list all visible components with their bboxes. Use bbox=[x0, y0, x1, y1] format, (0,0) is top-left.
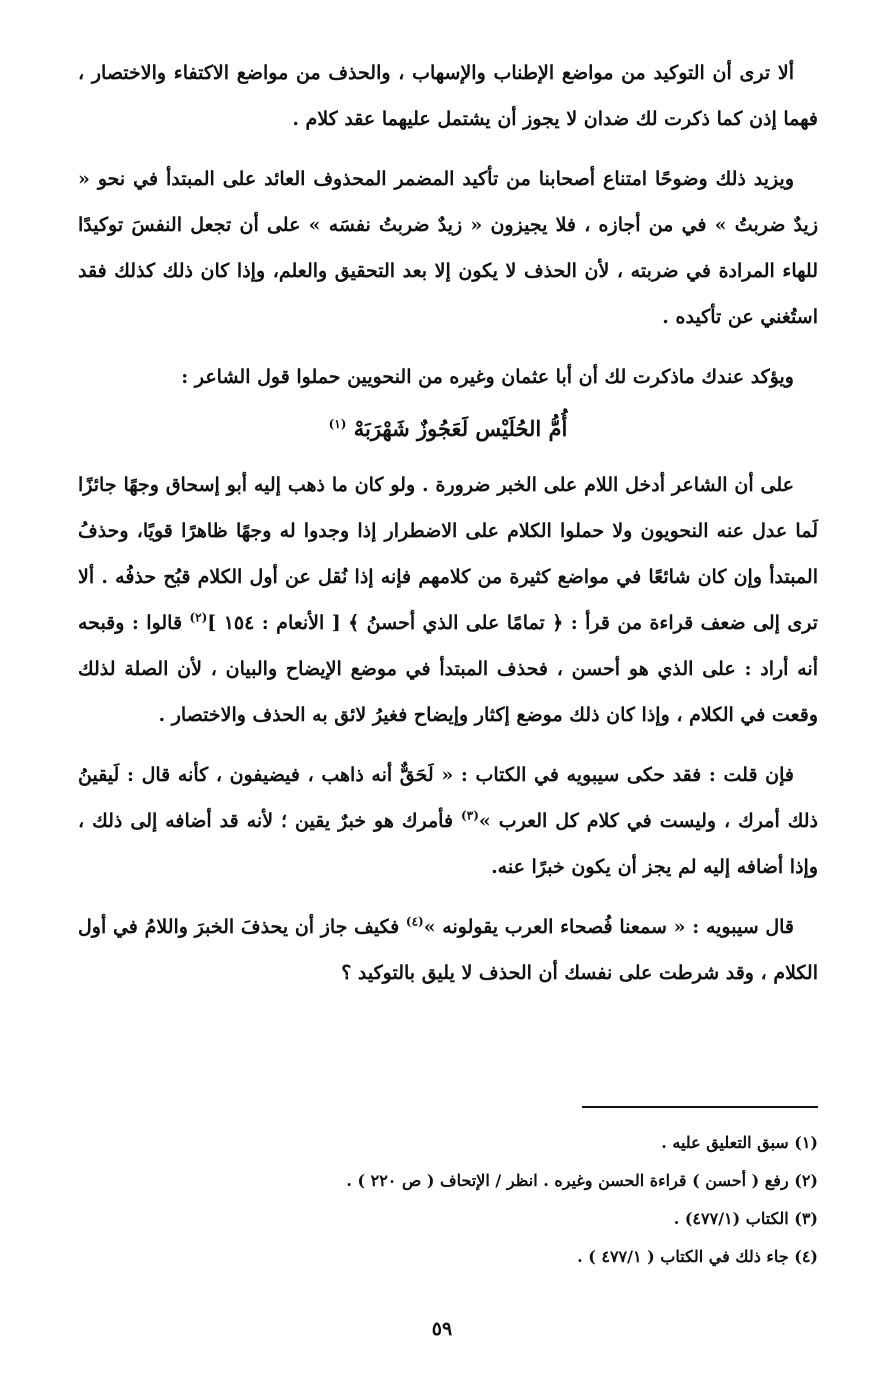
paragraph-5 bbox=[78, 752, 818, 890]
paragraph-6-part-2: فكيف جاز أن يحذفَ الخبرَ واللامُ في أول الكلام ، وقد شرطت على نفسك أن الحذف لا يليق بالتوكيد ؟ bbox=[78, 916, 818, 984]
paragraph-4-part-1: على أن الشاعر أدخل اللام على الخبر ضرورة . ولو كان ما ذهب إليه أبو إسحاق وجهًا جائزًا لَما عدل عنه النحويون ولا حملوا الكلام على الاضطرار إذا وجدوا له وجهًا ظاهرًا قويًا، وحذفُ المبتدأ وإن كان شائعًا في مواضع كثيرة من كلامهم فإنه إذا نُقل عن أول الكلام قبُح حذفُه . ألا ترى إلى ضعف قراءة من قرأ : ﴿ تمامًا على الذي أحسنُ ﴾ [ الأنعام : ١٥٤ ] bbox=[78, 474, 818, 634]
paragraph-4 bbox=[78, 462, 818, 738]
footnote-ref-2: (٢) bbox=[189, 610, 208, 625]
footnote-ref-3: (٣) bbox=[461, 808, 479, 823]
footnote-2: (٢) رفع ( أحسن ) قراءة الحسن وغيره . انظر / الإتحاف ( ص ٢٢٠ ) . bbox=[346, 1171, 818, 1190]
verse-text: أُمُّ الحُلَيْس لَعَجُوزٌ شَهْرَبَهْ bbox=[353, 416, 568, 441]
paragraph-5-part-2: فأمرك هو خبرٌ يقين ؛ لأنه قد أضافه إلى ذلك ، وإذا أضافه إليه لم يجز أن يكون خبرًا عنه. bbox=[78, 810, 818, 878]
paragraph-3: ويؤكد عندك ماذكرت لك أن أبا عثمان وغيره من النحويين حملوا قول الشاعر : bbox=[181, 366, 794, 388]
footnote-1: (١) سبق التعليق عليه . bbox=[661, 1133, 818, 1152]
paragraph-5-part-1: فإن قلت : فقد حكى سيبويه في الكتاب : « لَحَقٌّ أنه ذاهب ، فيضيفون ، كأنه قال : لَيقينُ ذلك أمرك ، وليست في كلام كل العرب » bbox=[78, 764, 818, 832]
paragraph-6 bbox=[78, 904, 818, 996]
footnote-4: (٤) جاء ذلك في الكتاب ( ٤٧٧/١ ) . bbox=[577, 1247, 818, 1266]
footnotes bbox=[78, 1124, 818, 1276]
footnote-3: (٣) الكتاب (٤٧٧/١) . bbox=[673, 1209, 818, 1228]
paragraph-4-part-2: قالوا : وقبحه أنه أراد : على الذي هو أحسن ، فحذف المبتدأ في موضع الإيضاح والبيان ، لأن الصلة لذلك وقعت في الكلام ، وإذا كان ذلك موضع إكثار وإيضاح فغيرُ لائق به الحذف والاختصار . bbox=[78, 612, 818, 726]
footnote-ref-4: (٤) bbox=[405, 914, 424, 929]
poetry-verse bbox=[78, 406, 818, 452]
paragraph-6-part-1: قال سيبويه : « سمعنا فُصحاء العرب يقولونه » bbox=[423, 916, 795, 938]
main-text bbox=[78, 50, 818, 1010]
footnote-separator bbox=[582, 1106, 818, 1108]
footnote-ref-1: (١) bbox=[328, 417, 347, 431]
paragraph-2: ويزيد ذلك وضوحًا امتناع أصحابنا من تأكيد المضمر المحذوف العائد على المبتدأ في نحو « زيدٌ ضربتُ » في من أجازه ، فلا يجيزون « زيدٌ ضربتُ نفسَه » على أن تجعل النفسَ توكيدًا للهاء المرادة في ضربته ، لأن الحذف لا يكون إلا بعد التحقيق والعلم، وإذا كان ذلك كذلك فقد استُغني عن تأكيده . bbox=[78, 168, 818, 328]
page-number: ٥٩ bbox=[431, 1318, 453, 1340]
paragraph-1: ألا ترى أن التوكيد من مواضع الإطناب والإسهاب ، والحذف من مواضع الاكتفاء والاختصار ، فهما إذن كما ذكرت لك ضدان لا يجوز أن يشتمل عليهما عقد كلام . bbox=[78, 62, 818, 130]
